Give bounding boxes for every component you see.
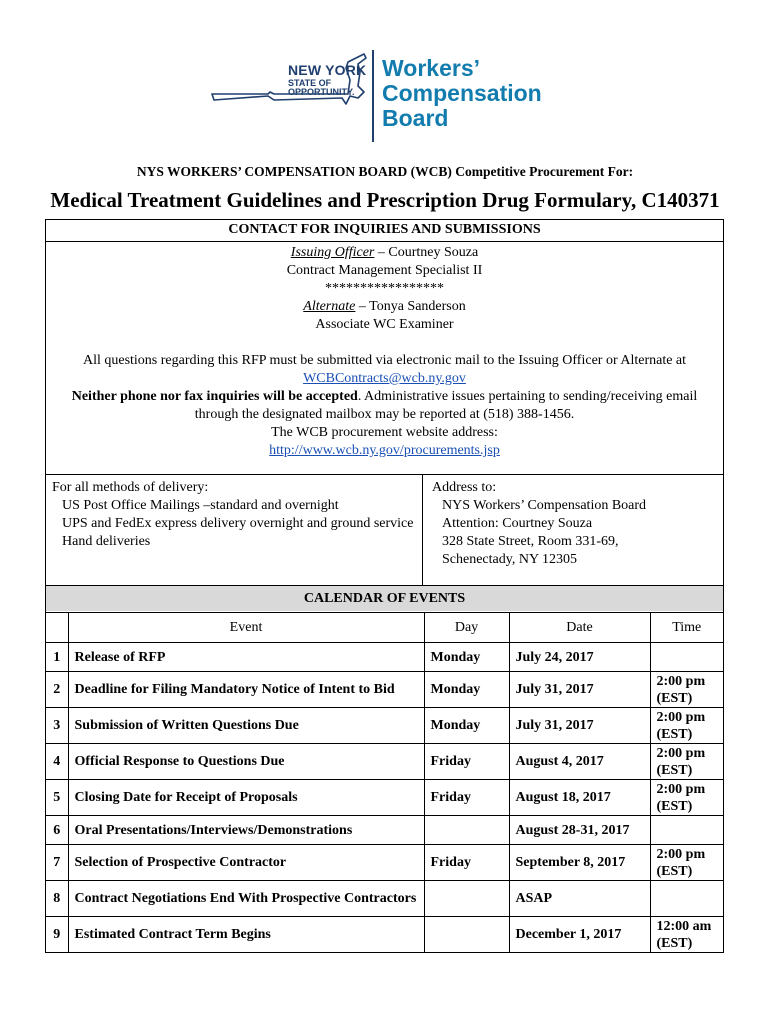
logo-compensation: Compensation xyxy=(382,80,542,106)
column-header-day: Day xyxy=(424,613,509,643)
event-day: Monday xyxy=(424,672,509,708)
row-number: 5 xyxy=(46,780,68,816)
event-time: 2:00 pm (EST) xyxy=(650,708,723,744)
website-label: The WCB procurement website address: xyxy=(271,425,498,440)
table-row xyxy=(46,780,723,816)
issuing-officer-name: – Courtney Souza xyxy=(374,245,479,260)
event-date: July 31, 2017 xyxy=(509,672,650,708)
table-row xyxy=(46,917,723,953)
event-time: 12:00 am (EST) xyxy=(650,917,723,953)
address-heading: Address to: xyxy=(432,480,497,495)
separator-stars: ***************** xyxy=(325,281,444,296)
logo-board: Board xyxy=(382,105,449,131)
event-day xyxy=(424,816,509,845)
event-name: Selection of Prospective Contractor xyxy=(68,845,424,881)
event-day: Friday xyxy=(424,845,509,881)
delivery-heading: For all methods of delivery: xyxy=(52,480,209,495)
logo-opportunity: OPPORTUNITY. xyxy=(288,87,355,97)
event-name: Submission of Written Questions Due xyxy=(68,708,424,744)
event-date: July 24, 2017 xyxy=(509,643,650,672)
event-date: December 1, 2017 xyxy=(509,917,650,953)
row-number: 4 xyxy=(46,744,68,780)
row-number: 7 xyxy=(46,845,68,881)
event-day: Friday xyxy=(424,744,509,780)
column-divider xyxy=(422,474,423,585)
address-line: Schenectady, NY 12305 xyxy=(442,552,578,567)
row-number: 1 xyxy=(46,643,68,672)
contact-email-link[interactable]: WCBContracts@wcb.ny.gov xyxy=(303,371,466,386)
divider xyxy=(46,474,723,475)
logo-workers: Workers’ xyxy=(382,55,481,81)
admin-issues-text: . Administrative issues pertaining to sending/receiving email through the designated mailbox may be reported at (518) 388-1456. xyxy=(194,389,698,422)
event-date: September 8, 2017 xyxy=(509,845,650,881)
event-time xyxy=(650,816,723,845)
event-name: Contract Negotiations End With Prospective Contractors xyxy=(68,881,424,917)
delivery-method: Hand deliveries xyxy=(62,534,151,549)
table-row xyxy=(46,744,723,780)
logo-new-york: NEW YORK xyxy=(288,62,367,78)
table-row xyxy=(46,643,723,672)
delivery-methods xyxy=(52,479,422,551)
event-time: 2:00 pm (EST) xyxy=(650,845,723,881)
event-name: Closing Date for Receipt of Proposals xyxy=(68,780,424,816)
event-date: August 28-31, 2017 xyxy=(509,816,650,845)
procurement-website-link[interactable]: http://www.wcb.ny.gov/procurements.jsp xyxy=(269,443,500,458)
row-number: 3 xyxy=(46,708,68,744)
column-header-date: Date xyxy=(509,613,650,643)
calendar-of-events-table xyxy=(46,612,723,953)
row-number: 9 xyxy=(46,917,68,953)
event-time xyxy=(650,881,723,917)
delivery-address xyxy=(432,479,712,569)
table-row xyxy=(46,881,723,917)
row-number: 6 xyxy=(46,816,68,845)
column-header-event: Event xyxy=(68,613,424,643)
logo-state-of: STATE OF xyxy=(288,78,332,88)
address-line: Attention: Courtney Souza xyxy=(442,516,593,531)
contact-heading: CONTACT FOR INQUIRIES AND SUBMISSIONS xyxy=(228,222,541,237)
contact-details xyxy=(46,244,723,460)
issuing-officer-line xyxy=(46,244,723,262)
questions-text: All questions regarding this RFP must be submitted via electronic mail to the Issuing Officer or Alternate at xyxy=(82,353,687,368)
alternate-name: – Tonya Sanderson xyxy=(355,299,466,314)
wcb-logo xyxy=(208,50,568,142)
alternate-line xyxy=(46,298,723,316)
event-name: Official Response to Questions Due xyxy=(68,744,424,780)
issuing-officer-role: Contract Management Specialist II xyxy=(286,263,483,278)
procurement-info-box xyxy=(45,219,724,953)
address-line: 328 State Street, Room 331-69, xyxy=(442,534,619,549)
table-header-row xyxy=(46,613,723,643)
logo-wcb-name xyxy=(382,56,542,131)
event-name: Oral Presentations/Interviews/Demonstrations xyxy=(68,816,424,845)
logo-state-of-opportunity xyxy=(288,79,355,97)
spacer xyxy=(46,334,723,352)
event-name: Estimated Contract Term Begins xyxy=(68,917,424,953)
event-date: August 4, 2017 xyxy=(509,744,650,780)
no-phone-fax-notice: Neither phone nor fax inquiries will be accepted xyxy=(71,389,358,404)
event-day: Monday xyxy=(424,708,509,744)
table-row xyxy=(46,816,723,845)
document-title: Medical Treatment Guidelines and Prescription Drug Formulary, C140371 xyxy=(50,188,720,212)
event-name: Release of RFP xyxy=(68,643,424,672)
calendar-heading: CALENDAR OF EVENTS xyxy=(46,586,723,611)
event-time: 2:00 pm (EST) xyxy=(650,744,723,780)
logo-divider xyxy=(372,50,374,142)
event-day: Monday xyxy=(424,643,509,672)
inquiry-policy xyxy=(46,388,723,424)
event-day: Friday xyxy=(424,780,509,816)
delivery-method: UPS and FedEx express delivery overnight and ground service xyxy=(62,516,414,531)
column-header-number xyxy=(46,613,68,643)
event-day xyxy=(424,881,509,917)
event-date: August 18, 2017 xyxy=(509,780,650,816)
table-row xyxy=(46,708,723,744)
divider xyxy=(46,241,723,242)
row-number: 2 xyxy=(46,672,68,708)
event-time xyxy=(650,643,723,672)
row-number: 8 xyxy=(46,881,68,917)
alternate-label: Alternate xyxy=(303,299,356,314)
event-date: ASAP xyxy=(509,881,650,917)
event-time: 2:00 pm (EST) xyxy=(650,780,723,816)
issuing-officer-label: Issuing Officer xyxy=(290,245,375,260)
document-subtitle: NYS WORKERS’ COMPENSATION BOARD (WCB) Competitive Procurement For: xyxy=(136,164,634,179)
table-row xyxy=(46,845,723,881)
alternate-role: Associate WC Examiner xyxy=(315,317,454,332)
table-row xyxy=(46,672,723,708)
column-header-time: Time xyxy=(650,613,723,643)
address-line: NYS Workers’ Compensation Board xyxy=(442,498,647,513)
event-date: July 31, 2017 xyxy=(509,708,650,744)
delivery-method: US Post Office Mailings –standard and overnight xyxy=(62,498,339,513)
event-time: 2:00 pm (EST) xyxy=(650,672,723,708)
event-day xyxy=(424,917,509,953)
event-name: Deadline for Filing Mandatory Notice of Intent to Bid xyxy=(68,672,424,708)
